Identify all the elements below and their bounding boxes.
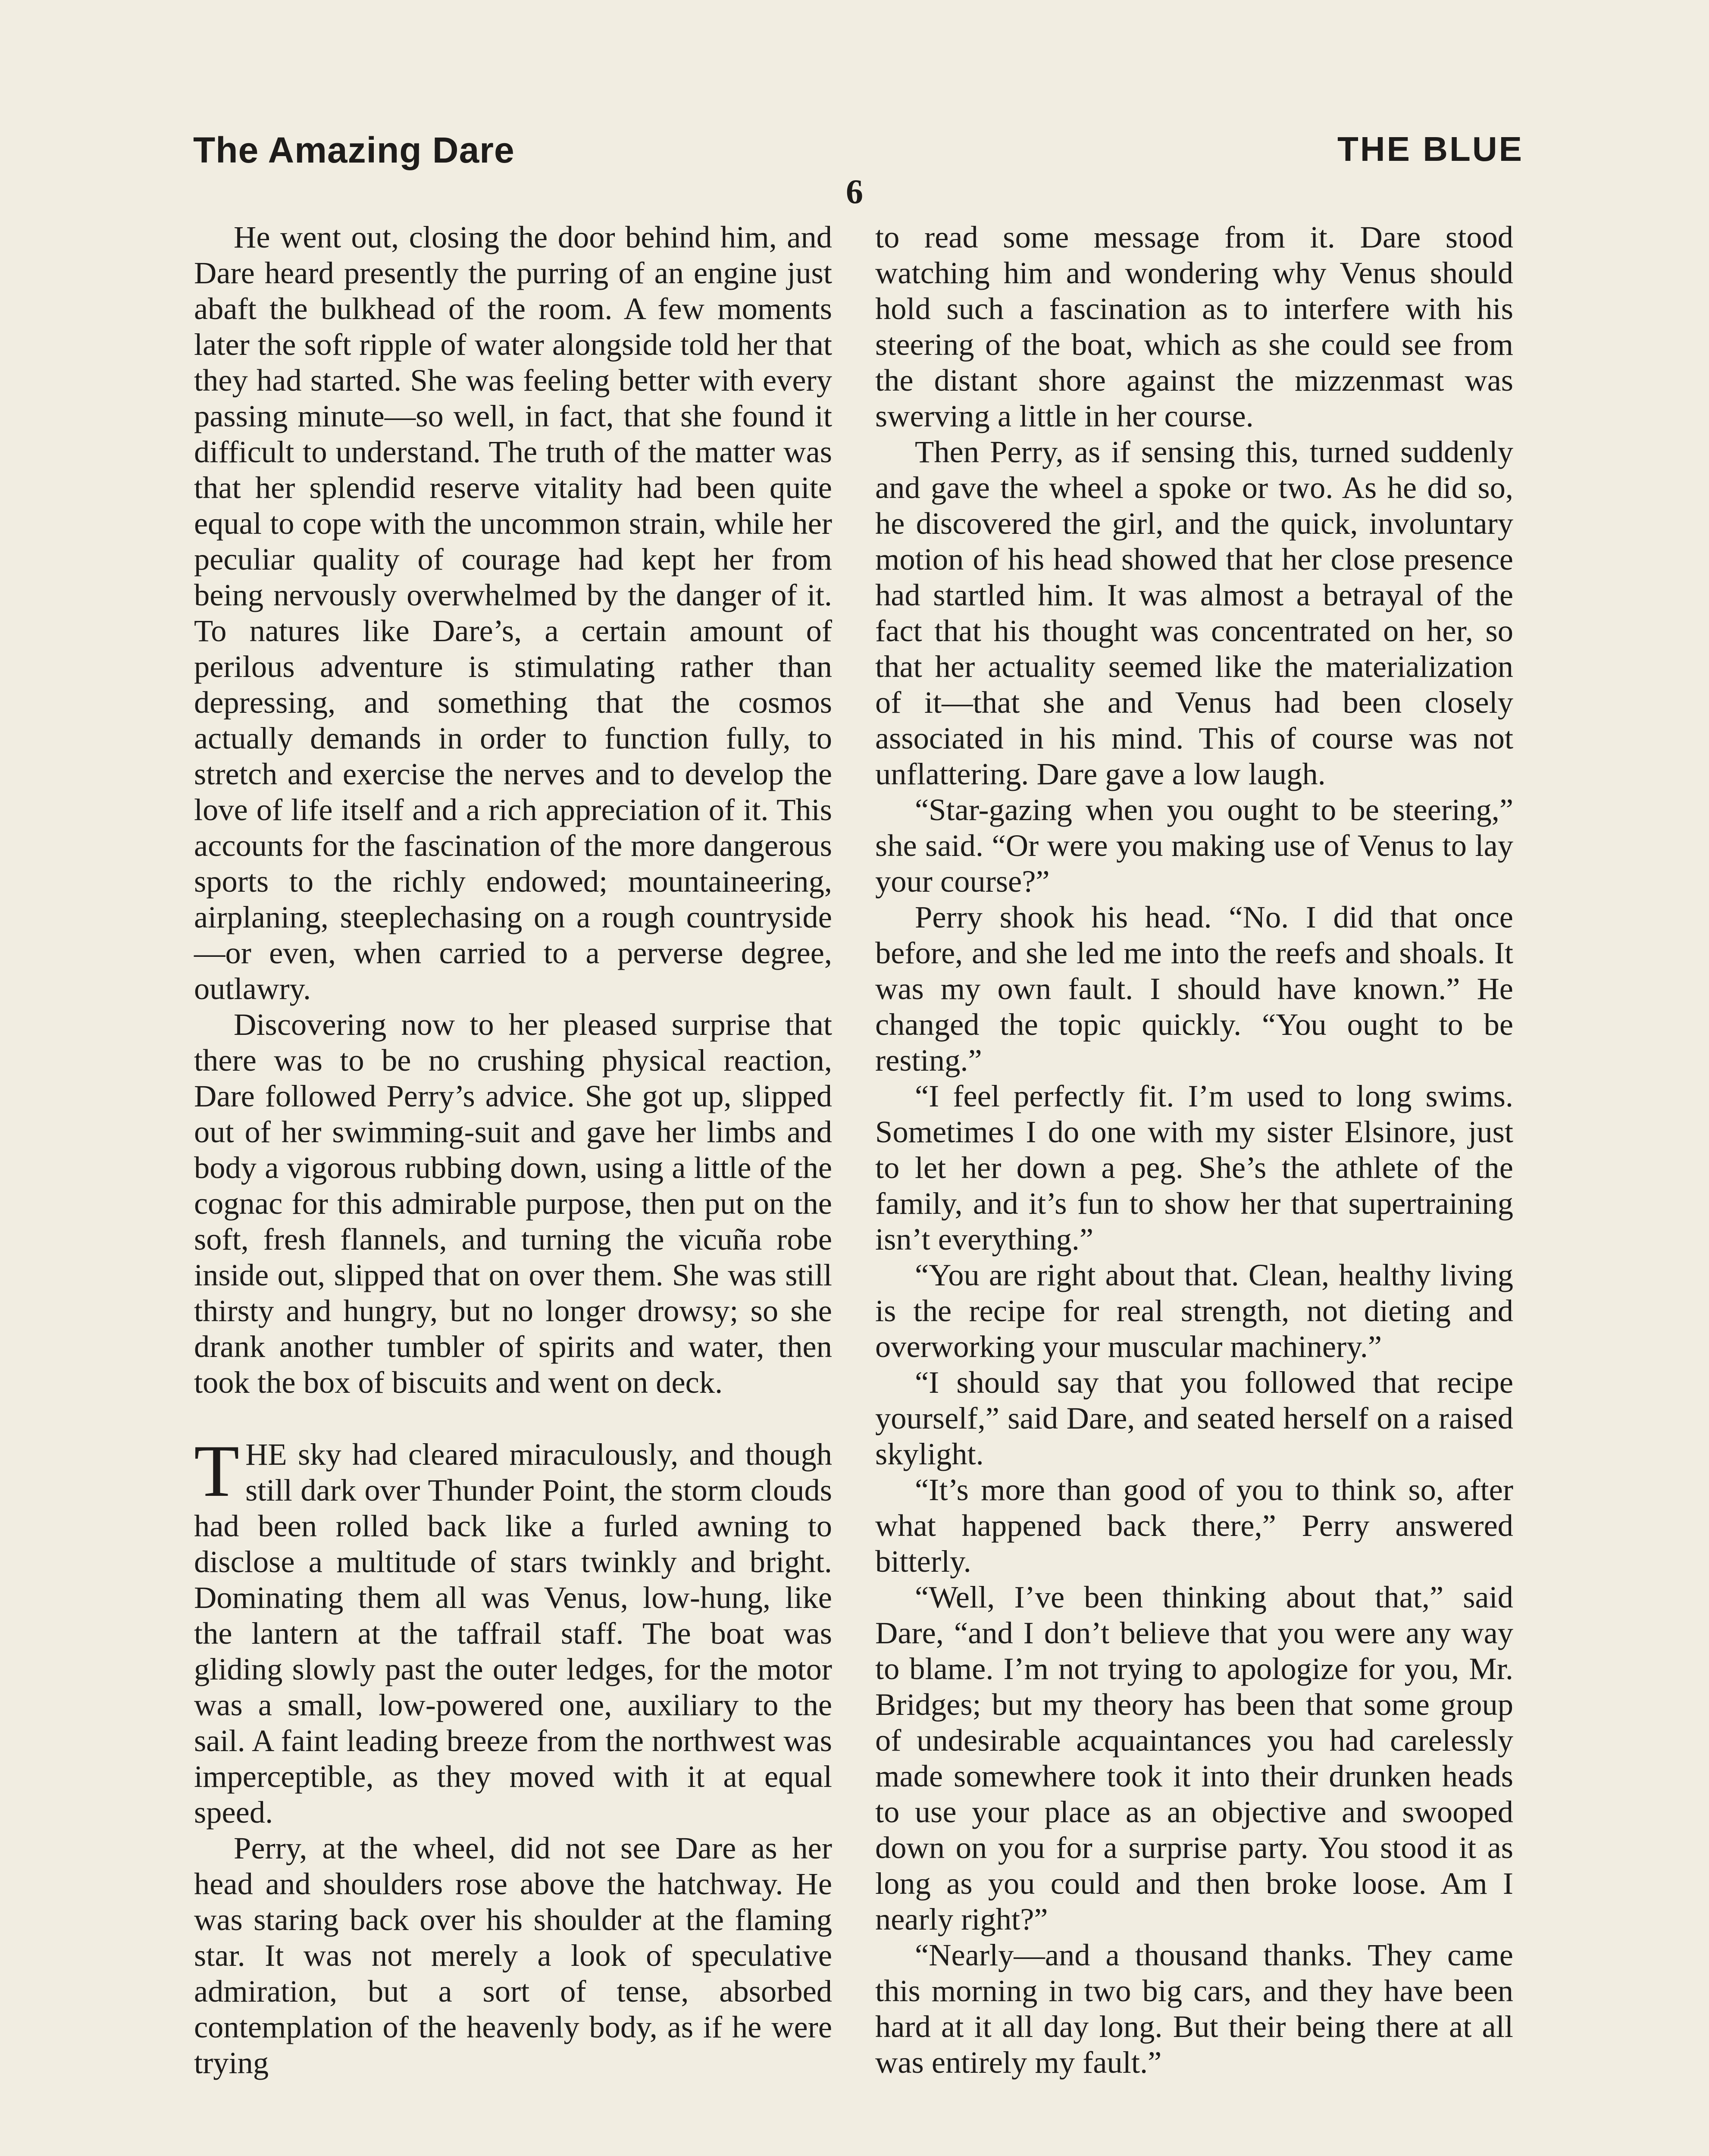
paragraph: Perry shook his head. “No. I did that once before, and she led me into the reefs and shoals. It was my own fault. I should have known.” He changed the topic quickly. “You ought to be resting.” (875, 899, 1513, 1078)
story-title: The Amazing Dare (193, 130, 515, 170)
paragraph-continued: to read some message from it. Dare stood watching him and wondering why Venus should hold such a fascination as to interfere with his steering of the boat, which as she could see from the distant shore against the mizzenmast was swerving a little in her course. (875, 219, 1513, 433)
paragraph: “It’s more than good of you to think so, after what happened back there,” Perry answered bitterly. (875, 1472, 1513, 1579)
left-column (194, 219, 832, 2081)
paragraph: “Well, I’ve been thinking about that,” said Dare, “and I don’t believe that you were any way to blame. I’m not trying to apologize for you, Mr. Bridges; but my theory has been that some group of undesirable acquaintances you had carelessly made somewhere took it into their drunken heads to use your place as an objective and swooped down on you for a surprise party. You stood it as long as you could and then broke loose. Am I nearly right?” (875, 1579, 1513, 1937)
drop-cap: T (194, 1430, 240, 1512)
paragraph: Perry, at the wheel, did not see Dare as her head and shoulders rose above the hatchway. He was staring back over his shoulder at the flaming star. It was not merely a look of speculative admiration, but a sort of tense, absorbed contemplation of the heavenly body, as if he were trying (194, 1830, 832, 2080)
magazine-name: THE BLUE (1337, 130, 1524, 168)
paragraph: Discovering now to her pleased surprise that there was to be no crushing physical reaction, Dare followed Perry’s advice. She got up, slipped out of her swimming-suit and gave her limbs and body a vigorous rubbing down, using a little of the cognac for this admirable purpose, then put on the soft, fresh flannels, and turning the vicuña robe inside out, slipped that on over them. She was still thirsty and hungry, but no longer drowsy; so she drank another tumbler of spirits and water, then took the box of biscuits and went on deck. (194, 1007, 832, 1400)
paragraph: “You are right about that. Clean, healthy living is the recipe for real strength, not dieting and overworking your muscular machinery.” (875, 1257, 1513, 1364)
page-number: 6 (846, 173, 863, 211)
paragraph: “I feel perfectly fit. I’m used to long swims. Sometimes I do one with my sister Elsinore, just to let her down a peg. She’s the athlete of the family, and it’s fun to show her that supertraining isn’t everything.” (875, 1078, 1513, 1257)
section-opening-text: HE sky had cleared miraculously, and though still dark over Thunder Point, the storm clouds had been rolled back like a furled awning to disclose a multitude of stars twinkly and bright. Dominating them all was Venus, low-hung, like the lantern at the taffrail staff. The boat was gliding slowly past the outer ledges, for the motor was a small, low-powered one, auxiliary to the sail. A faint leading breeze from the northwest was imperceptible, as they moved with it at equal speed. (194, 1437, 832, 1830)
section-opening-paragraph (194, 1430, 832, 1830)
paragraph: “Star-gazing when you ought to be steering,” she said. “Or were you making use of Venus to lay your course?” (875, 792, 1513, 899)
paragraph: Then Perry, as if sensing this, turned suddenly and gave the wheel a spoke or two. As he did so, he discovered the girl, and the quick, involuntary motion of his head showed that her close presence had startled him. It was almost a betrayal of the fact that his thought was concentrated on her, so that her actuality seemed like the materialization of it—that she and Venus had been closely associated in his mind. This of course was not unflattering. Dare gave a low laugh. (875, 434, 1513, 791)
paragraph: “Nearly—and a thousand thanks. They came this morning in two big cars, and they have been hard at it all day long. But their being there at all was entirely my fault.” (875, 1937, 1513, 2080)
paragraph: “I should say that you followed that recipe yourself,” said Dare, and seated herself on a raised skylight. (875, 1365, 1513, 1471)
paragraph: He went out, closing the door behind him, and Dare heard presently the purring of an engine just abaft the bulkhead of the room. A few moments later the soft ripple of water alongside told her that they had started. She was feeling better with every passing minute—so well, in fact, that she found it difficult to understand. The truth of the matter was that her splendid reserve vitality had been quite equal to cope with the uncommon strain, while her peculiar quality of courage had kept her from being nervously overwhelmed by the danger of it. To natures like Dare’s, a certain amount of perilous adventure is stimulating rather than depressing, and something that the cosmos actually demands in order to function fully, to stretch and exercise the nerves and to develop the love of life itself and a rich appreciation of it. This accounts for the fascination of the more dangerous sports to the richly endowed; mountaineering, airplaning, steeplechasing on a rough countryside—or even, when carried to a perverse degree, outlawry. (194, 219, 832, 1006)
right-column (875, 219, 1513, 2080)
